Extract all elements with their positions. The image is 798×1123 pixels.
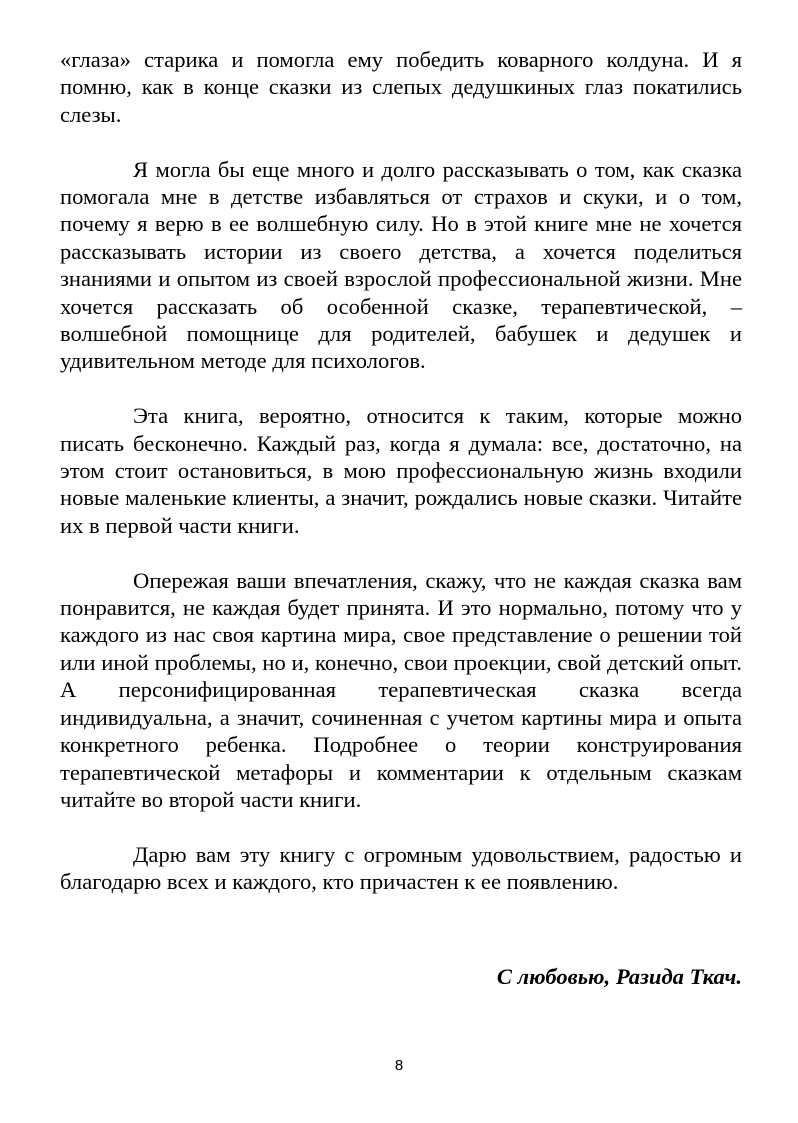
paragraph-1: «глаза» старика и помогла ему победить коварного колдуна. И я помню, как в конце сказки из слепых дедушкиных глаз покатились слезы. <box>60 47 742 127</box>
author-signature: С любовью, Разида Ткач. <box>496 964 742 989</box>
paragraph-5: Дарю вам эту книгу с огромным удовольствием, радостью и благодарю всех и каждого, кто причастен к ее появлению. <box>60 841 742 895</box>
body-text <box>60 46 742 923</box>
paragraph-4: Опережая ваши впечатления, скажу, что не каждая сказка вам понравится, не каждая будет принята. И это нормально, потому что у каждого из нас своя картина мира, свое представление о решении той или иной проблемы, но и, конечно, свои проекции, свой детский опыт. А персонифицированная терапевтическая сказка всегда индивидуальна, а значит, сочиненная с учетом картины мира и опыта конкретного ребенка. Подробнее о теории конструирования терапевтической метафоры и комментарии к отдельным сказкам читайте во второй части книги. <box>60 567 742 812</box>
page-number: 8 <box>394 1057 404 1074</box>
paragraph-2: Я могла бы еще много и долго рассказывать о том, как сказка помогала мне в детстве избавляться от страхов и скуки, и о том, почему я верю в ее волшебную силу. Но в этой книге мне не хочется рассказывать истории из своего детства, а хочется поделиться знаниями и опытом из своей взрослой профессиональной жизни. Мне хочется рассказать об особенной сказке, терапевтической, – волшебной помощнице для родителей, бабушек и дедушек и удивительном методе для психологов. <box>60 156 742 374</box>
paragraph-3: Эта книга, вероятно, относится к таким, которые можно писать бесконечно. Каждый раз, когда я думала: все, достаточно, на этом стоит остановиться, в мою профессиональную жизнь входили новые маленькие клиенты, а значит, рождались новые сказки. Читайте их в первой части книги. <box>60 403 742 538</box>
